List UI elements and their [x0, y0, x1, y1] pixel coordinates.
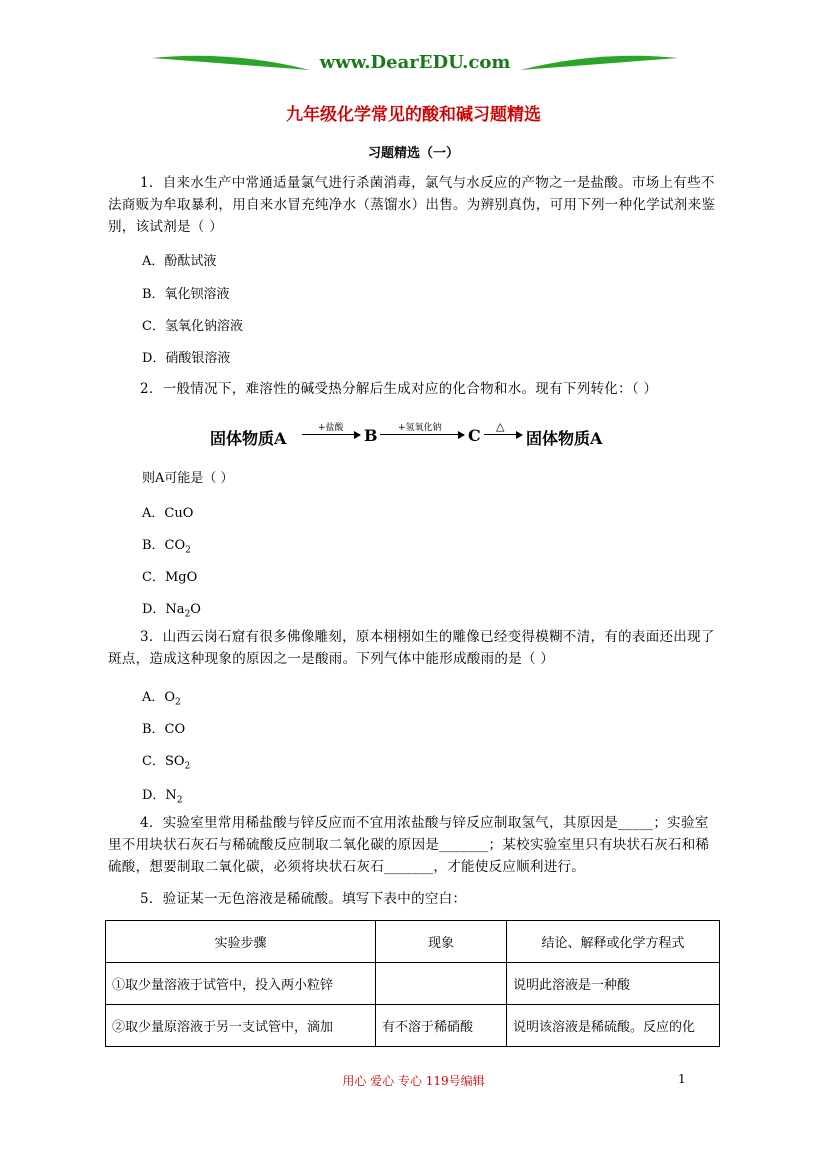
table-cell: 有不溶于稀硝酸	[376, 1005, 507, 1047]
eq-c: C	[468, 426, 481, 445]
q1-option-a: A．酚酞试液	[142, 254, 217, 269]
question-2: 2．一般情况下，难溶性的碱受热分解后生成对应的化合物和水。现有下列转化：（ ）	[140, 381, 658, 397]
q2-option-b: B．$CO_2$	[142, 538, 191, 556]
experiment-table	[105, 920, 720, 1047]
q2-ask: 则A可能是（ ）	[142, 471, 234, 486]
question-1: 1．自来水生产中常通适量氯气进行杀菌消毒，氯气与水反应的产物之一是盐酸。市场上有些不法商贩为牟取暴利，用自来水冒充纯净水（蒸馏水）出售。为辨别真伪，可用下列一种化学试剂来鉴别，该试剂是（ ）	[108, 175, 716, 235]
table-cell: 说明此溶液是一种酸	[507, 963, 720, 1005]
table-header: 结论、解释或化学方程式	[507, 921, 720, 963]
page-footer: 用心 爱心 专心 119号编辑	[342, 1074, 485, 1088]
reaction-arrow-3	[484, 434, 522, 435]
table-header: 实验步骤	[106, 921, 376, 963]
table-row	[106, 963, 720, 1005]
eq-b: B	[364, 426, 378, 445]
eq-reagent-1: +盐酸	[318, 423, 344, 433]
table-cell	[376, 963, 507, 1005]
q2-option-d: D．$Na_2O$	[142, 602, 201, 620]
q1-option-d: D．硝酸银溶液	[142, 351, 231, 366]
table-header: 现象	[376, 921, 507, 963]
q3-option-b: B．CO	[142, 722, 186, 737]
reaction-arrow-2	[380, 434, 464, 435]
section-subtitle: 习题精选（一）	[367, 146, 459, 161]
table-row	[106, 1005, 720, 1047]
site-name[interactable]: www.DearEDU.com	[319, 52, 511, 73]
eq-solid-a-product: 固体物质A	[526, 429, 603, 448]
q3-option-c: C．$SO_2$	[142, 754, 191, 772]
conversion-equation	[210, 420, 630, 452]
q2-option-a: A．CuO	[142, 506, 194, 521]
question-3: 3．山西云岗石窟有很多佛像雕刻，原本栩栩如生的雕像已经变得模糊不清，有的表面还出现了斑点，造成这种现象的原因之一是酸雨。下列气体中能形成酸雨的是（ ）	[108, 629, 715, 667]
eq-heat-symbol: △	[496, 420, 505, 433]
table-header-row	[106, 921, 720, 963]
q2-option-c: C．MgO	[142, 570, 198, 585]
table-cell: ②取少量原溶液于另一支试管中，滴加	[106, 1005, 376, 1047]
table-cell: ①取少量溶液于试管中，投入两小粒锌	[106, 963, 376, 1005]
question-5: 5．验证某一无色溶液是稀硫酸。填写下表中的空白：	[140, 891, 467, 907]
eq-solid-a: 固体物质A	[210, 429, 287, 448]
q3-option-d: D．$N_2$	[142, 788, 183, 806]
reaction-arrow-1	[302, 434, 360, 435]
table-cell: 说明该溶液是稀硫酸。反应的化	[507, 1005, 720, 1047]
page-title: 九年级化学常见的酸和碱习题精选	[286, 105, 541, 125]
eq-reagent-2: +氢氧化钠	[398, 423, 442, 433]
page-number: 1	[678, 1072, 686, 1086]
q1-option-c: C．氢氧化钠溶液	[142, 319, 243, 334]
site-header	[150, 48, 680, 78]
q1-option-b: B．氧化钡溶液	[142, 287, 230, 302]
question-4: 4．实验室里常用稀盐酸与锌反应而不宜用浓盐酸与锌反应制取氢气，其原因是_____；实验室里不用块状石灰石与稀硫酸反应制取二氧化碳的原因是_______；某校实验室里只有块状石灰石和稀硫酸，想要制取二氧化碳，必须将块状石灰石_______，才能使反应顺利进行。	[108, 815, 710, 875]
q3-option-a: A．$O_2$	[142, 690, 181, 708]
